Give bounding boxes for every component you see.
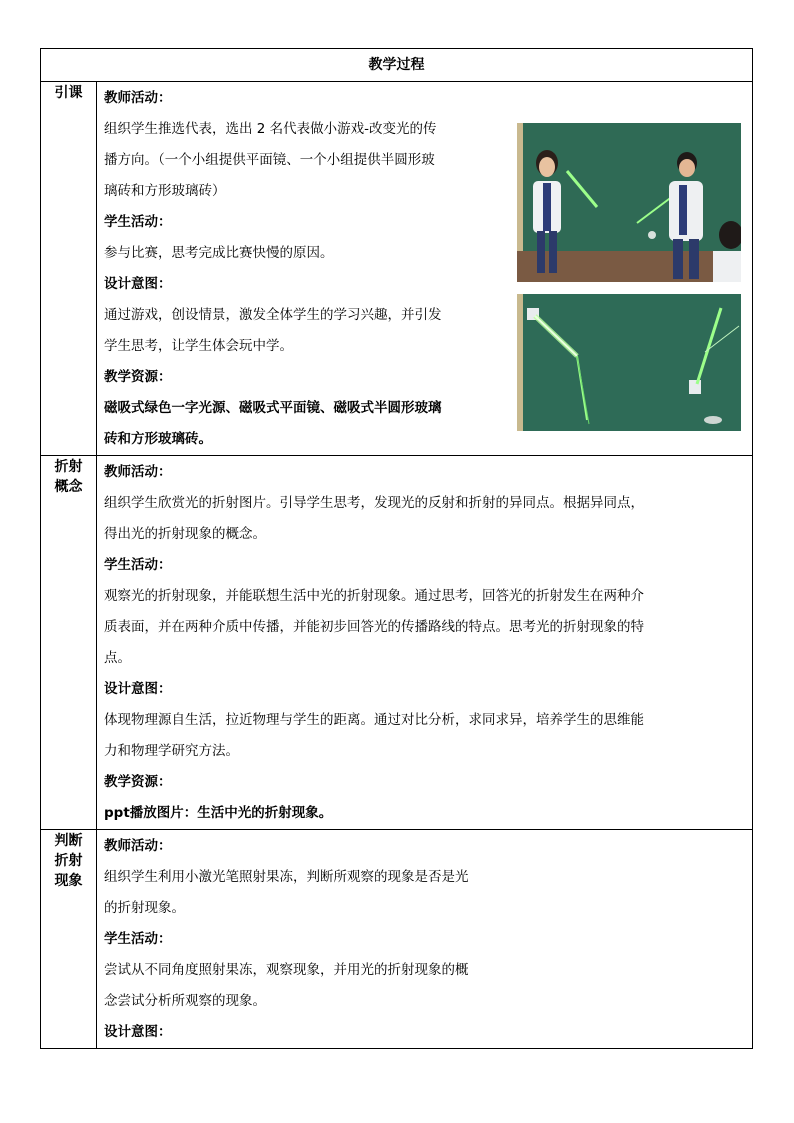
- teacher-activity-text: 组织学生利用小激光笔照射果冻，判断所观察的现象是否是光: [104, 869, 469, 885]
- design-intent-text: 通过游戏，创设情景，激发全体学生的学习兴趣，并引发: [104, 307, 442, 323]
- column-divider: [96, 81, 97, 1048]
- row-label-refraction-concept: 折射 概念: [54, 459, 83, 495]
- teacher-activity-text: 得出光的折射现象的概念。: [104, 526, 266, 542]
- student-activity-text: 观察光的折射现象，并能联想生活中光的折射现象。通过思考，回答光的折射发生在两种介: [104, 588, 644, 604]
- row-label-judge-refraction: 判断 折射 现象: [54, 833, 83, 889]
- student-activity-text: 念尝试分析所观察的现象。: [104, 993, 266, 1009]
- teacher-activity-text: 组织学生欣赏光的折射图片。引导学生思考，发现光的反射和折射的异同点。根据异同点，: [104, 495, 644, 511]
- student-activity-text: 点。: [104, 650, 131, 666]
- teaching-resource-text: ppt播放图片：生活中光的折射现象。: [104, 805, 333, 821]
- lesson-process-table: [40, 48, 753, 1049]
- classroom-game-photo: [517, 123, 741, 282]
- design-intent-heading: 设计意图：: [104, 276, 172, 292]
- teacher-activity-heading: 教师活动：: [104, 838, 172, 854]
- teacher-activity-text: 组织学生推选代表，选出 2 名代表做小游戏-改变光的传: [104, 121, 437, 137]
- student-activity-heading: 学生活动：: [104, 931, 172, 947]
- teaching-resource-heading: 教学资源：: [104, 774, 172, 790]
- laser-board-photo: [517, 294, 741, 431]
- design-intent-text: 力和物理学研究方法。: [104, 743, 239, 759]
- student-activity-text: 质表面，并在两种介质中传播，并能初步回答光的传播路线的特点。思考光的折射现象的特: [104, 619, 644, 635]
- row-label-intro: 引课: [54, 85, 83, 101]
- row-divider: [41, 455, 752, 456]
- row-divider: [41, 829, 752, 830]
- design-intent-heading: 设计意图：: [104, 1024, 172, 1040]
- teacher-activity-text: 播方向。（一个小组提供平面镜、一个小组提供半圆形玻: [104, 152, 435, 168]
- design-intent-text: 学生思考，让学生体会玩中学。: [104, 338, 293, 354]
- teacher-activity-heading: 教师活动：: [104, 90, 172, 106]
- teacher-activity-text: 的折射现象。: [104, 900, 185, 916]
- teacher-activity-heading: 教师活动：: [104, 464, 172, 480]
- table-title: 教学过程: [368, 57, 425, 73]
- teaching-resource-text: 砖和方形玻璃砖。: [104, 431, 212, 447]
- design-intent-text: 体现物理源自生活，拉近物理与学生的距离。通过对比分析，求同求异，培养学生的思维能: [104, 712, 644, 728]
- header-divider: [41, 81, 752, 82]
- design-intent-heading: 设计意图：: [104, 681, 172, 697]
- student-activity-text: 参与比赛，思考完成比赛快慢的原因。: [104, 245, 334, 261]
- teaching-resource-text: 磁吸式绿色一字光源、磁吸式平面镜、磁吸式半圆形玻璃: [104, 400, 442, 416]
- teaching-resource-heading: 教学资源：: [104, 369, 172, 385]
- student-activity-heading: 学生活动：: [104, 557, 172, 573]
- teacher-activity-text: 璃砖和方形玻璃砖）: [104, 183, 226, 199]
- student-activity-text: 尝试从不同角度照射果冻，观察现象，并用光的折射现象的概: [104, 962, 469, 978]
- student-activity-heading: 学生活动：: [104, 214, 172, 230]
